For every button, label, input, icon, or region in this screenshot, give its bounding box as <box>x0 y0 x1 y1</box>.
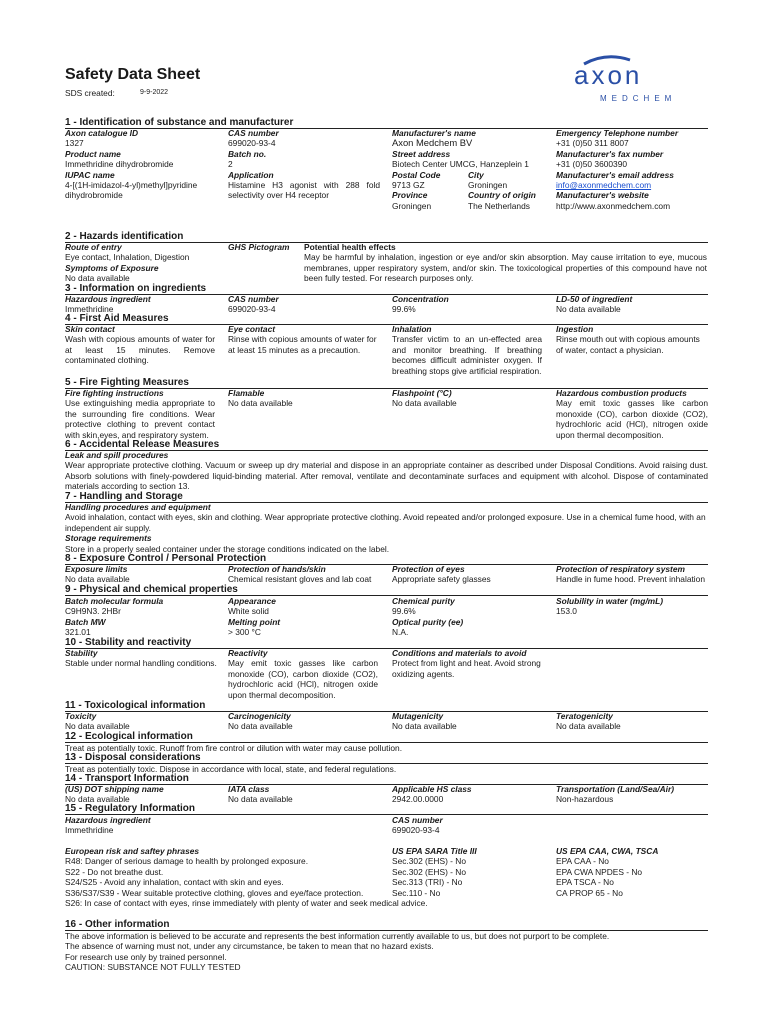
s7-body <box>65 502 708 554</box>
conditions-avoid-label: Conditions and materials to avoid <box>392 648 527 658</box>
symptoms-label: Symptoms of Exposure <box>65 262 159 273</box>
website-link[interactable]: http://www.axonmedchem.com <box>556 200 671 211</box>
s14-col1 <box>65 784 164 805</box>
solubility-label: Solubility in water (mg/mL) <box>556 596 664 606</box>
caa-line: CA PROP 65 - No <box>556 887 623 898</box>
handling-value: Avoid inhalation, contact with eyes, skin and clothing. Wear appropriate protective clothing. Avoid repeated and/or prolonged exposure. Use in a chemical fume hood, with an independent air supply. <box>65 512 706 533</box>
s4-col1 <box>65 324 215 366</box>
disposal-value: Treat as potentially toxic. Dispose in accordance with local, state, and federal regulations. <box>65 764 397 774</box>
section-16-title: 16 - Other information <box>65 919 170 930</box>
ld50-value: No data available <box>556 304 621 315</box>
eye-contact-label: Eye contact <box>228 324 276 334</box>
section-4-title: 4 - First Aid Measures <box>65 313 169 324</box>
s8-col2 <box>228 564 371 585</box>
reg-ingredient-label: Hazardous ingredient <box>65 815 151 825</box>
batch-no-label: Batch no. <box>228 148 267 159</box>
stability-value: Stable under normal handling conditions. <box>65 658 217 669</box>
hazardous-ingredient-label: Hazardous ingredient <box>65 294 151 304</box>
s8-col3 <box>392 564 491 585</box>
conditions-avoid-value: Protect from light and heat. Avoid strong oxidizing agents. <box>392 658 541 679</box>
fire-fighting-label: Fire fighting instructions <box>65 388 164 398</box>
health-effects-label: Potential health effects <box>304 242 396 252</box>
section-3-title: 3 - Information on ingredients <box>65 283 207 294</box>
sds-created-date: 9-9-2022 <box>140 89 169 96</box>
respiratory-protection-value: Handle in fume hood. Prevent inhalation <box>556 574 705 585</box>
s15-sara <box>392 846 477 898</box>
optical-purity-value: N.A. <box>392 627 409 638</box>
eu-phrase-line: S24/S25 - Avoid any inhalation, contact with skin and eyes. <box>65 877 284 888</box>
axon-logo-icon <box>566 54 706 106</box>
storage-label: Storage requirements <box>65 533 152 544</box>
fax-value: +31 (0)50 3600390 <box>556 159 628 170</box>
sds-created-label: SDS created: <box>65 88 115 98</box>
s4-col2 <box>228 324 380 355</box>
mutagenicity-label: Mutagenicity <box>392 711 444 721</box>
province-label: Province <box>392 190 428 201</box>
s3-col2 <box>228 294 279 315</box>
leak-spill-value: Wear appropriate protective clothing. Vacuum or sweep up dry material and dispose in an appropriate container as described under Disposal Conditions. Avoid raising dust. Absorb solutions with finely-powdered liquid-binding material. After removal, ventilate and decontaminate surfaces and equipment with alcohol. Dispose of contaminated materials according to section 13. <box>65 460 708 492</box>
s10-col3 <box>392 648 542 679</box>
other-info-line: For research use only by trained personnel. <box>65 951 227 962</box>
chemical-purity-value: 99.6% <box>392 606 416 617</box>
s2-col1 <box>65 242 225 284</box>
s9-col4 <box>556 596 663 617</box>
concentration-label: Concentration <box>392 294 449 304</box>
inhalation-value: Transfer victim to an un-effected area and monitor breathing. If breathing becomes difficult administer oxygen. If breathing stops give artificial respiration. <box>392 334 542 376</box>
s5-col1 <box>65 388 215 440</box>
combustion-products-value: May emit toxic gasses like carbon monoxide (CO), carbon dioxide (CO2), hydrochloric acid (HCl), nitrogen oxide upon thermal decomposition. <box>556 398 708 440</box>
skin-contact-value: Wash with copious amounts of water for at least 15 minutes. Remove contaminated clothing. <box>65 334 215 366</box>
s1-col1 <box>65 128 225 201</box>
street-address-value: Biotech Center UMCG, Hanzeplein 1 <box>392 159 529 170</box>
s9-col2 <box>228 596 280 638</box>
s15-cas <box>392 815 443 836</box>
application-label: Application <box>228 169 274 180</box>
cas-number-value: 699020-93-4 <box>228 138 276 149</box>
s10-col1 <box>65 648 217 669</box>
catalogue-id-label: Axon catalogue ID <box>65 128 139 138</box>
product-name-value: Immethridine dihydrobromide <box>65 159 174 170</box>
catalogue-id-value: 1327 <box>65 138 84 149</box>
section-5-title: 5 - Fire Fighting Measures <box>65 377 189 388</box>
s4-col3 <box>392 324 542 376</box>
city-label: City <box>468 169 484 180</box>
reg-cas-label: CAS number <box>392 815 443 825</box>
section-14-title: 14 - Transport Information <box>65 773 189 784</box>
eu-phrase-line: S26: In case of contact with eyes, rinse immediately with plenty of water and seek medical advice. <box>65 898 428 909</box>
s14-col4 <box>556 784 674 805</box>
sara-line: Sec.110 - No <box>392 887 441 898</box>
ghs-pictogram-label: GHS Pictogram <box>228 242 290 252</box>
s2-col3 <box>304 242 707 284</box>
eu-phrases-label: European risk and saftey phrases <box>65 846 200 856</box>
s14-col2 <box>228 784 293 805</box>
hazardous-ingredient-value: Immethridine <box>65 304 114 315</box>
hands-protection-value: Chemical resistant gloves and lab coat <box>228 574 372 585</box>
reg-cas-value: 699020-93-4 <box>392 825 440 836</box>
city-value: Groningen <box>468 180 508 191</box>
cas-number-label: CAS number <box>228 128 279 138</box>
s6-body <box>65 450 708 492</box>
s11-col1 <box>65 711 130 732</box>
s1-col3 <box>392 128 552 211</box>
logo-wordmark: axon <box>574 60 643 90</box>
sara-line: Sec.302 (EHS) - No <box>392 866 467 877</box>
section-2-title: 2 - Hazards identification <box>65 231 184 242</box>
email-label: Manufacturer's email address <box>556 169 674 180</box>
reactivity-label: Reactivity <box>228 648 268 658</box>
eu-phrase-line: S22 - Do not breathe dust. <box>65 866 164 877</box>
respiratory-protection-label: Protection of respiratory system <box>556 564 685 574</box>
dot-shipping-label: (US) DOT shipping name <box>65 784 164 794</box>
section-13-title: 13 - Disposal considerations <box>65 752 201 763</box>
eu-phrase-line: R48: Danger of serious damage to health by prolonged exposure. <box>65 856 309 867</box>
iupac-name-label: IUPAC name <box>65 169 115 180</box>
concentration-value: 99.6% <box>392 304 416 315</box>
province-value: Groningen <box>392 200 432 211</box>
fax-label: Manufacturer's fax number <box>556 148 664 159</box>
dot-shipping-value: No data available <box>65 794 130 805</box>
skin-contact-label: Skin contact <box>65 324 115 334</box>
s15-hi <box>65 815 151 836</box>
s4-col4 <box>556 324 708 355</box>
exposure-limits-value: No data available <box>65 574 130 585</box>
website-label: Manufacturer's website <box>556 190 649 201</box>
emergency-phone-label: Emergency Telephone number <box>556 128 679 138</box>
s9-col3 <box>392 596 463 638</box>
s15-caa <box>556 846 658 898</box>
sara-line: Sec.313 (TRI) - No <box>392 877 463 888</box>
melting-point-label: Melting point <box>228 616 281 627</box>
s3-cas-value: 699020-93-4 <box>228 304 276 315</box>
s1-col4 <box>556 128 711 211</box>
combustion-products-label: Hazardous combustion products <box>556 388 687 398</box>
section-9-title: 9 - Physical and chemical properties <box>65 584 238 595</box>
section-12-title: 12 - Ecological information <box>65 731 193 742</box>
hs-class-label: Applicable HS class <box>392 784 472 794</box>
company-logo <box>566 54 706 106</box>
country-value: The Netherlands <box>468 200 530 211</box>
stability-label: Stability <box>65 648 98 658</box>
flashpoint-value: No data available <box>392 398 457 409</box>
route-of-entry-value: Eye contact, Inhalation, Digestion <box>65 252 190 263</box>
route-of-entry-label: Route of entry <box>65 242 122 252</box>
email-link[interactable]: info@axonmedchem.com <box>556 180 652 191</box>
transportation-label: Transportation (Land/Sea/Air) <box>556 784 675 794</box>
logo-subtitle: MEDCHEM <box>600 94 677 103</box>
ld50-label: LD-50 of ingredient <box>556 294 633 304</box>
chemical-purity-label: Chemical purity <box>392 596 455 606</box>
section-11-title: 11 - Toxicological information <box>65 700 206 711</box>
iata-class-label: IATA class <box>228 784 270 794</box>
ingestion-value: Rinse mouth out with copious amounts of water, contact a physician. <box>556 334 700 355</box>
caa-label: US EPA CAA, CWA, TSCA <box>556 846 659 856</box>
batch-mw-value: 321.01 <box>65 627 91 638</box>
melting-point-value: > 300 °C <box>228 627 261 638</box>
caa-line: EPA CWA NPDES - No <box>556 866 643 877</box>
country-label: Country of origin <box>468 190 536 201</box>
exposure-limits-label: Exposure limits <box>65 564 128 574</box>
sara-line: Sec.302 (EHS) - No <box>392 856 467 867</box>
carcinogenicity-label: Carcinogenicity <box>228 711 291 721</box>
flamable-label: Flamable <box>228 388 265 398</box>
ingestion-label: Ingestion <box>556 324 594 334</box>
s3-col1 <box>65 294 151 315</box>
manufacturer-name-value: Axon Medchem BV <box>392 137 473 149</box>
street-address-label: Street address <box>392 148 451 159</box>
section-10-title: 10 - Stability and reactivity <box>65 637 192 648</box>
s16-body <box>65 931 708 973</box>
ecological-value: Treat as potentially toxic. Runoff from fire control or dilution with water may cause pollution. <box>65 743 403 753</box>
s3-col3 <box>392 294 449 315</box>
section-6-title: 6 - Accidental Release Measures <box>65 439 220 450</box>
emergency-phone-value: +31 (0)50 311 8007 <box>556 138 629 149</box>
carcinogenicity-value: No data available <box>228 721 293 732</box>
s3-cas-label: CAS number <box>228 294 279 304</box>
hs-class-value: 2942.00.0000 <box>392 794 444 805</box>
caa-line: EPA CAA - No <box>556 856 609 867</box>
toxicity-value: No data available <box>65 721 130 732</box>
s1-col2 <box>228 128 380 201</box>
storage-value: Store in a properly sealed container under the storage conditions indicated on the label. <box>65 543 390 554</box>
molecular-formula-value: C9H9N3. 2HBr <box>65 606 121 617</box>
s11-col4 <box>556 711 621 732</box>
appearance-label: Appearance <box>228 596 276 606</box>
page-title: Safety Data Sheet <box>65 66 201 83</box>
sara-label: US EPA SARA Title III <box>392 846 477 856</box>
iata-class-value: No data available <box>228 794 293 805</box>
handling-label: Handling procedures and equipment <box>65 502 211 512</box>
other-info-line: CAUTION: SUBSTANCE NOT FULLY TESTED <box>65 962 241 973</box>
inhalation-label: Inhalation <box>392 324 432 334</box>
fire-fighting-value: Use extinguishing media appropriate to the surrounding fire conditions. Wear protective clothing to prevent contact with skin,eyes, and respiratory system. <box>65 398 215 440</box>
s8-col4 <box>556 564 705 585</box>
transportation-value: Non-hazardous <box>556 794 614 805</box>
postal-code-label: Postal Code <box>392 169 441 180</box>
postal-code-value: 9713 GZ <box>392 180 425 191</box>
s11-col3 <box>392 711 457 732</box>
eu-phrase-line: S36/S37/S39 - Wear suitable protective clothing, gloves and eye/face protection. <box>65 887 364 898</box>
molecular-formula-label: Batch molecular formula <box>65 596 164 606</box>
appearance-value: White solid <box>228 606 269 617</box>
eyes-protection-value: Appropriate safety glasses <box>392 574 491 585</box>
hands-protection-label: Protection of hands/skin <box>228 564 326 574</box>
s11-col2 <box>228 711 293 732</box>
s5-col2 <box>228 388 293 409</box>
s14-col3 <box>392 784 472 805</box>
solubility-value: 153.0 <box>556 606 577 617</box>
batch-no-value: 2 <box>228 159 233 170</box>
application-value: Histamine H3 agonist with 288 fold selectivity over H4 receptor <box>228 180 380 201</box>
product-name-label: Product name <box>65 148 121 159</box>
section-15-title: 15 - Regulatory Information <box>65 803 196 814</box>
caa-line: EPA TSCA - No <box>556 877 614 888</box>
s10-col2 <box>228 648 378 700</box>
symptoms-value: No data available <box>65 273 130 284</box>
section-15-rule <box>65 814 708 815</box>
batch-mw-label: Batch MW <box>65 616 106 627</box>
flamable-value: No data available <box>228 398 293 409</box>
health-effects-value: May be harmful by inhalation, ingestion or eye and/or skin absorption. May cause irritation to eye, mucous membranes, upper respiratory system, and/or skin. The toxicological properties of this compound have not been fully tested. For research purposes only. <box>304 252 707 284</box>
teratogenicity-label: Teratogenicity <box>556 711 613 721</box>
other-info-line: The absence of warning must not, under any circumstance, be taken to mean that no hazard exists. <box>65 941 434 952</box>
flashpoint-label: Flashpoint (°C) <box>392 388 452 398</box>
eyes-protection-label: Protection of eyes <box>392 564 465 574</box>
s9-col1 <box>65 596 163 638</box>
reactivity-value: May emit toxic gasses like carbon monoxide (CO), carbon dioxide (CO2), hydrochloric acid (HCl), nitrogen oxide upon thermal decomposition. <box>228 658 378 700</box>
s5-col3 <box>392 388 457 409</box>
s8-col1 <box>65 564 130 585</box>
mutagenicity-value: No data available <box>392 721 457 732</box>
optical-purity-label: Optical purity (ee) <box>392 616 464 627</box>
section-1-title: 1 - Identification of substance and manufacturer <box>65 117 294 128</box>
s5-col4 <box>556 388 708 440</box>
section-8-title: 8 - Exposure Control / Personal Protection <box>65 553 267 564</box>
reg-ingredient-value: Immethridine <box>65 825 114 836</box>
manufacturer-name-label: Manufacturer's name <box>392 128 476 138</box>
toxicity-label: Toxicity <box>65 711 97 721</box>
other-info-line: The above information is believed to be accurate and represents the best information currently available to us, but does not purport to be complete. <box>65 931 610 941</box>
leak-spill-label: Leak and spill procedures <box>65 450 169 460</box>
iupac-name-value: 4-[(1H-imidazol-4-yl)methyl]pyridine dihydrobromide <box>65 180 198 201</box>
s3-col4 <box>556 294 632 315</box>
eye-contact-value: Rinse with copious amounts of water for at least 15 minutes as a precaution. <box>228 334 377 355</box>
section-7-title: 7 - Handling and Storage <box>65 491 183 502</box>
teratogenicity-value: No data available <box>556 721 621 732</box>
